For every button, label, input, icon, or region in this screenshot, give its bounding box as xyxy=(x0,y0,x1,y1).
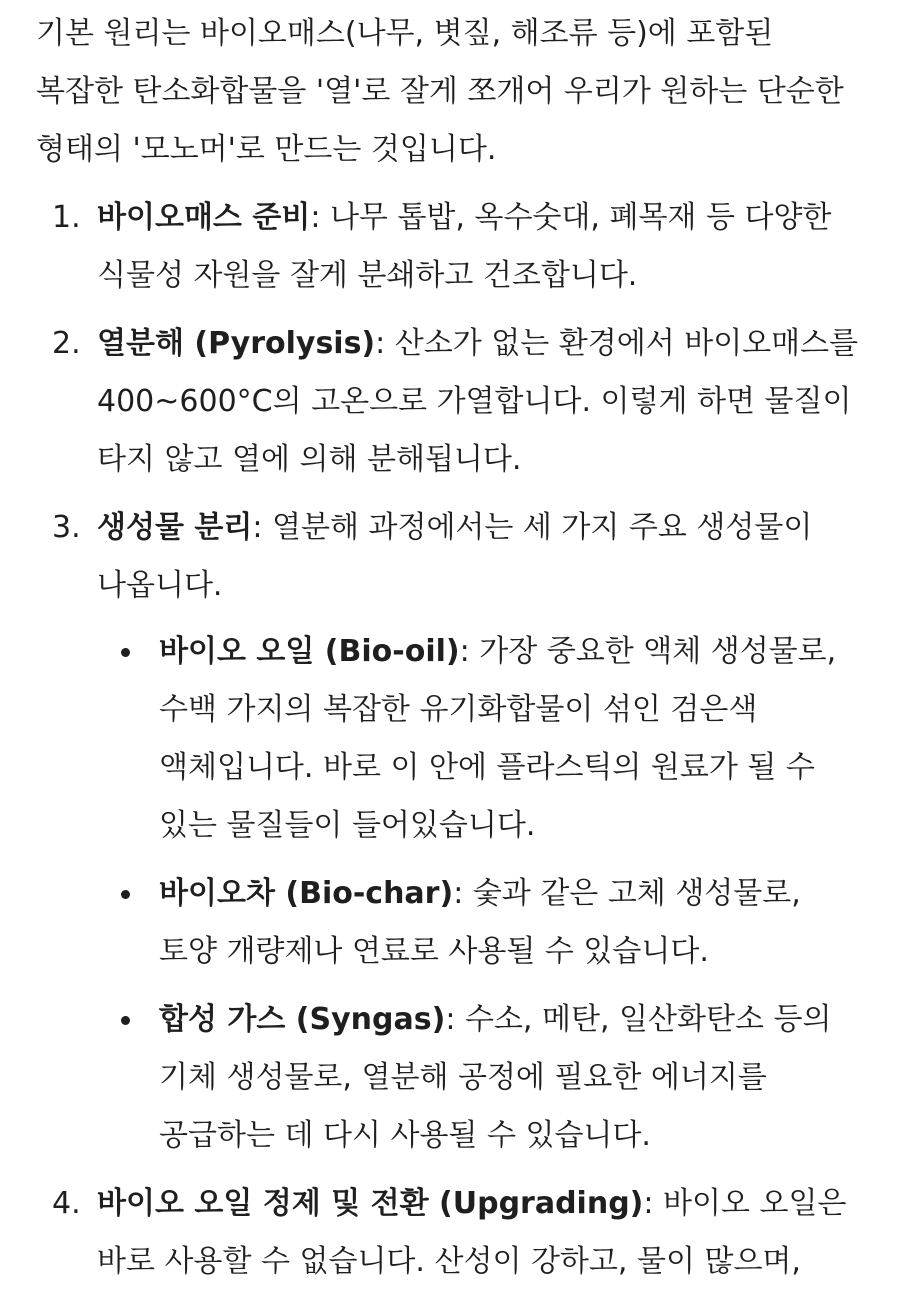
step-text: : 산소가 없는 환경에서 바이오매스를 400~600°C의 고온으로 가열합니다. 이렇게 하면 물질이 타지 않고 열에 의해 분해됩니다. xyxy=(97,326,859,477)
bullet-icon xyxy=(121,1016,130,1025)
process-steps-list xyxy=(36,189,864,1291)
step-number: 2. xyxy=(52,326,81,361)
product-title: 바이오 오일 (Bio-oil) xyxy=(159,634,460,669)
step-title: 바이오매스 준비 xyxy=(97,200,311,235)
step-item-3 xyxy=(36,499,864,1165)
product-item-bio-char xyxy=(97,865,864,981)
step-title: 열분해 (Pyrolysis) xyxy=(97,326,376,361)
document-page xyxy=(0,5,900,1279)
step-title: 바이오 오일 정제 및 전환 (Upgrading) xyxy=(97,1186,644,1221)
step-text: : 나무 톱밥, 옥수숫대, 폐목재 등 다양한 식물성 자원을 잘게 분쇄하고 건조합니다. xyxy=(97,200,832,293)
product-title: 합성 가스 (Syngas) xyxy=(159,1002,446,1037)
product-title: 바이오차 (Bio-char) xyxy=(159,876,454,911)
product-text: : 숯과 같은 고체 생성물로, 토양 개량제나 연료로 사용될 수 있습니다. xyxy=(159,876,801,969)
step-number: 3. xyxy=(52,510,81,545)
product-text: : 가장 중요한 액체 생성물로, 수백 가지의 복잡한 유기화합물이 섞인 검은색 액체입니다. 바로 이 안에 플라스틱의 원료가 될 수 있는 물질들이 들어있습니다. xyxy=(159,634,837,843)
step-item-1 xyxy=(36,189,864,305)
products-list xyxy=(97,623,864,1165)
step-item-2 xyxy=(36,315,864,489)
step-text: : 바이오 오일은 바로 사용할 수 없습니다. 산성이 강하고, 물이 많으며, xyxy=(97,1186,847,1279)
bullet-icon xyxy=(121,648,130,657)
step-number: 4. xyxy=(52,1186,81,1221)
step-title: 생성물 분리 xyxy=(97,510,253,545)
product-text: : 수소, 메탄, 일산화탄소 등의 기체 생성물로, 열분해 공정에 필요한 에너지를 공급하는 데 다시 사용될 수 있습니다. xyxy=(159,1002,832,1153)
step-text: : 열분해 과정에서는 세 가지 주요 생성물이 나옵니다. xyxy=(97,510,813,603)
product-item-bio-oil xyxy=(97,623,864,855)
intro-paragraph: 기본 원리는 바이오매스(나무, 볏짚, 해조류 등)에 포함된 복잡한 탄소화합물을 '열'로 잘게 쪼개어 우리가 원하는 단순한 형태의 '모노머'로 만드는 것입니다. xyxy=(36,16,844,167)
product-item-syngas xyxy=(97,991,864,1165)
step-item-4 xyxy=(36,1175,864,1291)
step-number: 1. xyxy=(52,200,81,235)
bullet-icon xyxy=(121,890,130,899)
